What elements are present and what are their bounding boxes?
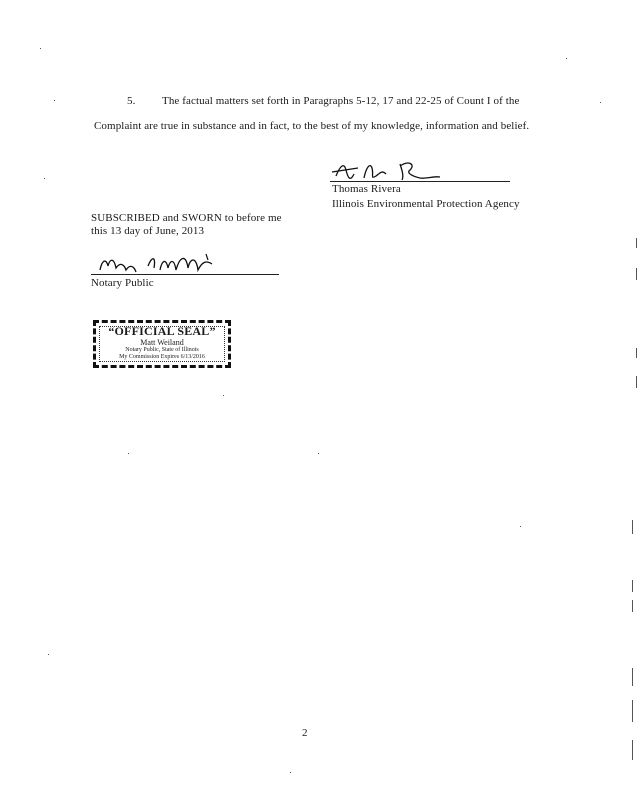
jurat-line-2: this 13 day of June, 2013 — [91, 225, 205, 237]
scan-edge-mark — [636, 268, 637, 280]
scan-edge-mark — [632, 520, 633, 534]
scan-edge-mark — [632, 740, 633, 760]
scan-speck — [600, 102, 601, 103]
signer-name: Thomas Rivera — [332, 183, 401, 195]
official-seal-stamp — [93, 320, 231, 368]
seal-name: Matt Weiland — [140, 338, 184, 347]
notary-label: Notary Public — [91, 277, 154, 289]
scan-speck — [48, 654, 49, 655]
scan-speck — [44, 178, 45, 179]
seal-commission-line: My Commission Expires 6/13/2016 — [119, 354, 205, 360]
page-number: 2 — [302, 727, 308, 739]
scan-edge-mark — [632, 600, 633, 612]
scan-speck — [318, 453, 319, 454]
notary-signature — [96, 250, 246, 276]
scan-edge-mark — [632, 668, 633, 686]
scan-edge-mark — [632, 700, 633, 722]
scan-speck — [54, 100, 55, 101]
paragraph-text-line-1: The factual matters set forth in Paragraphs 5-12, 17 and 22-25 of Count I of the — [162, 95, 520, 107]
scan-edge-mark — [632, 580, 633, 592]
signer-signature-line — [330, 181, 510, 182]
scan-speck — [290, 772, 291, 773]
seal-title: “OFFICIAL SEAL” — [108, 324, 216, 338]
seal-state-line: Notary Public, State of Illinois — [125, 347, 199, 353]
scan-edge-mark — [636, 348, 637, 358]
paragraph-number: 5. — [127, 95, 136, 107]
scan-edge-mark — [636, 238, 637, 248]
scan-speck — [223, 395, 224, 396]
signer-agency: Illinois Environmental Protection Agency — [332, 198, 520, 210]
notary-signature-line — [91, 274, 279, 275]
scan-speck — [520, 526, 521, 527]
paragraph-text-line-2: Complaint are true in substance and in fact, to the best of my knowledge, information and belief. — [94, 120, 530, 132]
scan-speck — [128, 453, 129, 454]
jurat-line-1: SUBSCRIBED and SWORN to before me — [91, 212, 282, 224]
scan-speck — [566, 58, 567, 59]
scan-speck — [40, 48, 41, 49]
scan-edge-mark — [636, 376, 637, 388]
